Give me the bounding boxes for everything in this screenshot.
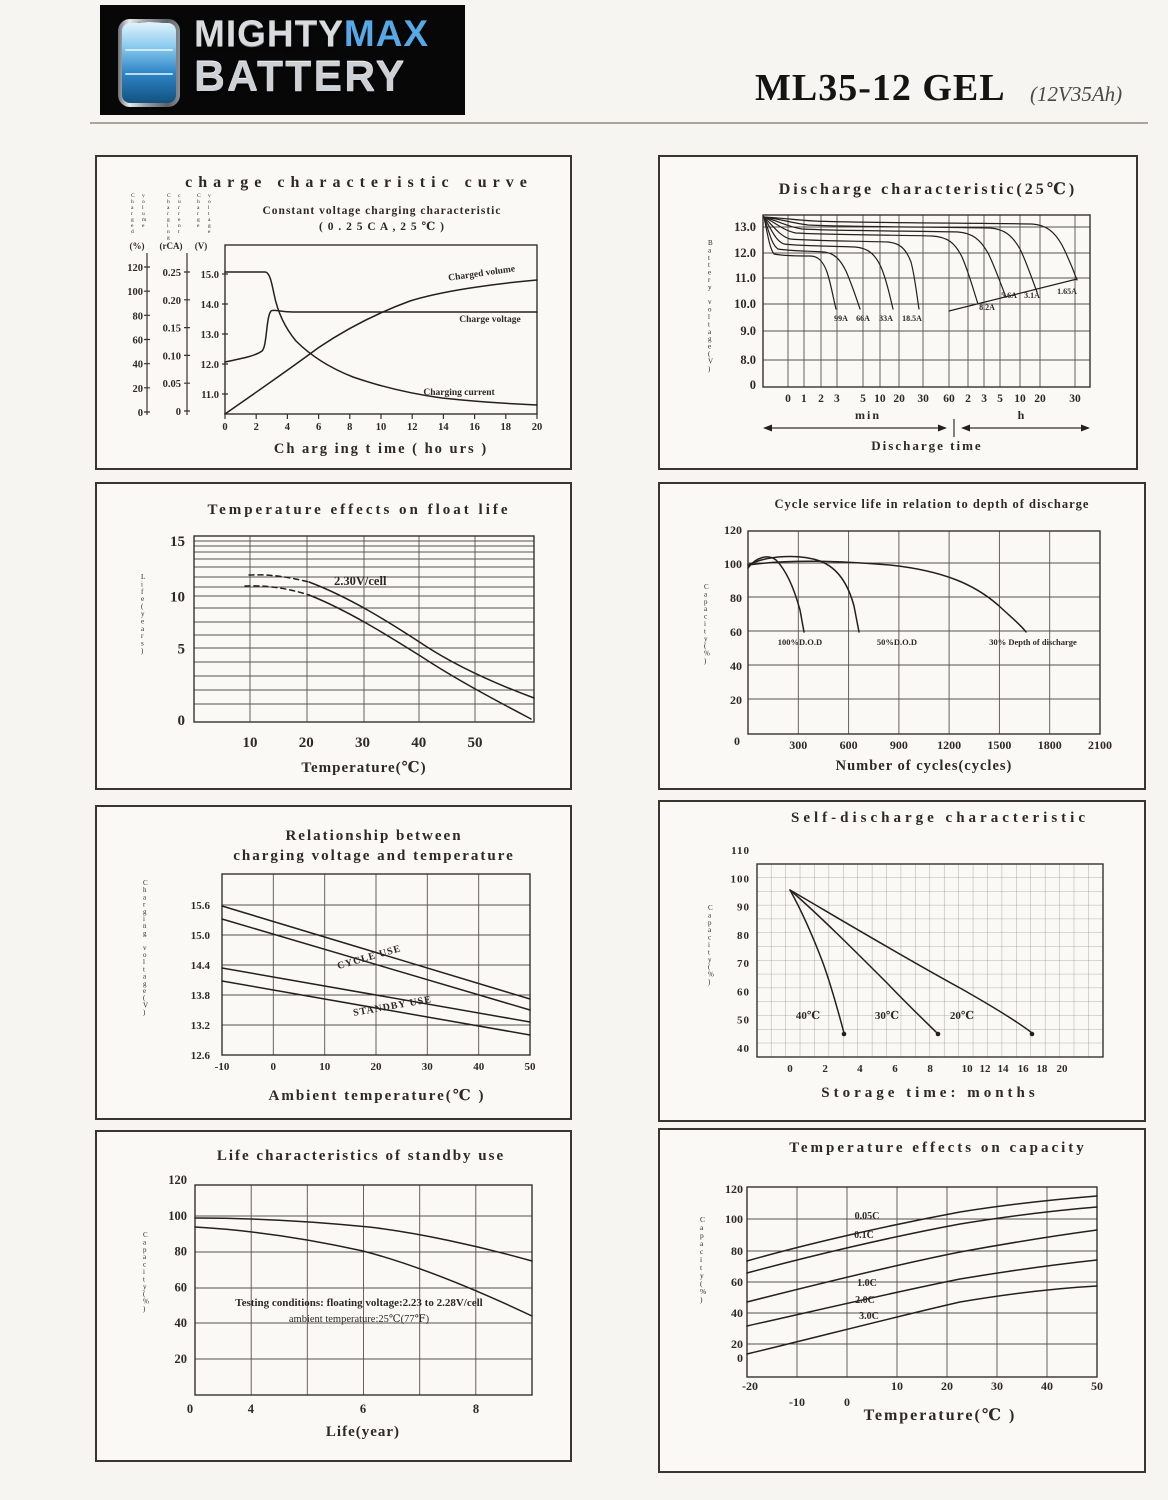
tick-label: 30 [991, 1379, 1003, 1393]
curve-upper-dashed [249, 575, 309, 582]
curve-label: 0.05C [854, 1211, 880, 1222]
tick-label: 10 [319, 1061, 331, 1073]
x-ticks-low [789, 1395, 850, 1409]
tick-label: 20 [174, 1352, 187, 1366]
curve-label: 1.65A [1057, 287, 1077, 296]
curve-label: 30% Depth of discharge [989, 637, 1077, 647]
curve-label: 3.1A [1024, 291, 1040, 300]
curve-charging-current [225, 272, 537, 405]
h-unit-label: h [1017, 408, 1027, 422]
tick-label: 120 [725, 1182, 743, 1196]
curve-label: 50%D.O.D [876, 637, 918, 647]
x-ticks-min [785, 393, 955, 405]
tick-label: 30 [421, 1061, 433, 1073]
tick-label: 70 [737, 958, 750, 971]
v-grid-lines [251, 1185, 476, 1395]
curve-label: 30℃ [874, 1010, 900, 1022]
y1-axis-title: v o l u m e [142, 193, 147, 229]
curve-lower [309, 595, 531, 719]
tick-label: 120 [168, 1173, 187, 1187]
curve-8.2A [764, 217, 978, 304]
tick-label: 1 [801, 393, 807, 405]
tick-label: 10 [242, 735, 258, 751]
tick-label: 18 [500, 422, 512, 433]
tick-label: 80 [730, 591, 742, 605]
tick-label: 13.0 [200, 330, 219, 341]
tick-label: 900 [889, 738, 908, 752]
y-axis-title: C a p a c i t y ( % ) [143, 1231, 149, 1313]
curve-label: 20℃ [949, 1010, 975, 1022]
x-ticks [789, 738, 1112, 752]
curve-label: 8.2A [979, 303, 995, 312]
x-axis-title: Ch arg ing t ime ( ho urs ) [273, 441, 489, 457]
standby-life-chart [97, 1132, 570, 1460]
tick-label: 1800 [1037, 738, 1062, 752]
tick-label: 15.0 [200, 270, 219, 281]
tick-label: 60 [730, 625, 742, 639]
curve-0.1C [747, 1207, 1097, 1273]
x-axis-title: Number of cycles(cycles) [835, 758, 1013, 774]
tick-label: 6 [359, 1402, 367, 1416]
panel-float-life [95, 482, 572, 790]
tick-label: 5 [997, 393, 1003, 405]
x-ticks [222, 422, 542, 433]
panel-discharge-characteristic [658, 155, 1138, 470]
tick-label: 40 [737, 1043, 750, 1055]
chart-title: Self-discharge characteristic [790, 810, 1090, 826]
curve-label: 18.5A [902, 314, 922, 323]
x-ticks [243, 735, 483, 751]
tick-label: 20 [1034, 393, 1046, 405]
y-ticks [731, 845, 751, 1055]
brand-max: MAX [343, 13, 430, 54]
y2-unit: (rCA) [159, 241, 183, 251]
tick-label: 2 [822, 1063, 828, 1075]
tick-label: 50 [524, 1061, 536, 1073]
tick-label: 0.05 [162, 379, 181, 391]
tick-label: 20 [370, 1061, 382, 1073]
x-ticks [187, 1402, 479, 1416]
tick-label: 100 [127, 287, 143, 299]
chart-title: Temperature effects on float life [207, 502, 511, 518]
curve-5.6A [764, 217, 1006, 297]
product-model-title: ML35-12 GEL [755, 67, 1006, 109]
tick-label: 0 [186, 1402, 194, 1416]
battery-segment-line [125, 49, 174, 51]
tick-label: 50 [467, 735, 483, 751]
y1-axis-title: C h a r g e d [131, 193, 135, 235]
tick-label: 0 [137, 408, 143, 419]
v-grid-lines [250, 536, 475, 722]
tick-label: 0.10 [162, 351, 181, 363]
tick-label: 1200 [937, 738, 962, 752]
tick-label: 40 [1041, 1379, 1053, 1393]
tick-label: 0 [749, 378, 756, 392]
fine-grid [757, 864, 1103, 1057]
x-ticks [787, 1063, 1068, 1075]
tick-label: 60 [132, 335, 143, 347]
h-grid-lines [763, 227, 1090, 360]
curve-end-dot [842, 1032, 847, 1037]
tick-label: 40 [174, 1316, 187, 1331]
tick-label: 8 [347, 422, 353, 433]
tick-label: 20 [941, 1379, 953, 1393]
tick-label: 3 [981, 393, 987, 405]
x-axis-title: Ambient temperature(℃ ) [268, 1088, 486, 1104]
tick-label: 15.6 [190, 900, 210, 912]
tick-label: 10 [961, 1063, 973, 1075]
tick-label: -10 [214, 1061, 230, 1073]
tick-label: 30 [917, 393, 929, 405]
tick-label: 0 [177, 713, 185, 729]
tick-label: 1500 [987, 738, 1012, 752]
tick-label: 40 [411, 735, 427, 751]
tick-label: 60 [943, 393, 955, 405]
tick-label: 2 [965, 393, 971, 405]
tick-label: 0 [222, 422, 228, 433]
discharge-time-arrow-lines [765, 419, 1088, 437]
battery-segment-line [125, 73, 174, 75]
tick-label: 40 [132, 359, 143, 371]
y3-axis-title: C h a r g e [197, 193, 201, 229]
tick-label: 14 [438, 422, 449, 433]
tick-label: 50 [1091, 1379, 1103, 1393]
x-axis-title: Temperature(℃ ) [863, 1407, 1017, 1424]
curve-label: 99A [834, 314, 848, 323]
curve-50pct-dod [748, 556, 859, 632]
tick-label: 20 [731, 1337, 743, 1351]
tick-label: 0.20 [162, 295, 181, 307]
curve-100pct-dod [748, 557, 804, 632]
chart-title: Cycle service life in relation to depth of discharge [774, 497, 1090, 511]
chart-title: charge characteristic curve [185, 174, 533, 191]
brand-battery: BATTERY [194, 52, 407, 101]
battery-icon [118, 19, 180, 107]
float-life-chart [97, 484, 570, 788]
curve-label: 5.6A [1001, 291, 1017, 300]
tick-label: 6 [892, 1063, 898, 1075]
tick-label: 100 [168, 1208, 187, 1223]
tick-label: 4 [247, 1402, 255, 1416]
tick-label: 14 [997, 1063, 1009, 1075]
tick-label: 10 [891, 1379, 903, 1393]
curve-label: 33A [879, 314, 893, 323]
brand-mighty: MIGHTY [194, 13, 344, 54]
x-ticks-main [742, 1379, 1103, 1393]
curve-label: 1.0C [857, 1278, 877, 1289]
y-axis-title: C h a r g i n g v o l t a g e ( V ) [143, 879, 149, 1017]
plot-frame [763, 215, 1090, 387]
tick-label: 11.0 [201, 390, 219, 401]
cycle-service-life-chart [660, 484, 1144, 788]
chart-title: Life characteristics of standby use [216, 1148, 506, 1164]
tick-label: 10 [375, 422, 387, 433]
tick-label: 30 [1069, 393, 1081, 405]
tick-label: 40 [730, 659, 742, 673]
tick-label: 6 [315, 422, 322, 433]
curve-label-charged-volume: Charged volume [447, 264, 516, 284]
tick-label: 60 [731, 1274, 743, 1289]
tick-label: 20 [893, 393, 905, 405]
tick-label: 60 [737, 986, 750, 999]
y3-unit: (V) [194, 241, 208, 251]
curve-1.65A [764, 217, 1077, 280]
charge-characteristic-chart [97, 157, 570, 468]
tick-label: 10 [874, 393, 886, 405]
y-axis-title: B a t t e r y v o l t a g e ( V ) [708, 239, 714, 373]
brand-wordmark [194, 15, 429, 100]
y-ticks [168, 1173, 187, 1366]
tick-label: 0.25 [162, 268, 181, 279]
tick-label: 8.0 [740, 353, 756, 367]
x-ticks [215, 1061, 536, 1073]
x-axis-title: Discharge time [871, 438, 983, 453]
ambient-temperature-note: ambient temperature:25℃(77℉) [288, 1314, 430, 1325]
chart-subtitle: Constant voltage charging characteristic [262, 205, 502, 217]
tick-label: 100 [724, 557, 742, 571]
battery-body-icon [122, 23, 176, 103]
tick-label: 40 [473, 1061, 485, 1073]
curve-label-charging-current: Charging current [423, 388, 495, 398]
curve-label: 3.0C [859, 1311, 879, 1322]
tick-label: -20 [742, 1379, 758, 1393]
tick-label: 14.0 [200, 300, 219, 311]
tick-label: 80 [174, 1244, 187, 1259]
tick-label: 8 [927, 1063, 933, 1075]
curve-label: 66A [856, 314, 870, 323]
tick-label: 14.4 [190, 960, 210, 972]
x-axis-title: Storage time: months [821, 1085, 1039, 1101]
product-capacity: (12V35Ah) [1030, 82, 1123, 106]
tick-label: 13.0 [734, 220, 756, 234]
tick-label: 10 [1014, 393, 1026, 405]
tick-label: 10 [170, 589, 185, 606]
annotation-cell-voltage: 2.30V/cell [334, 574, 387, 588]
tick-label: 20 [1056, 1063, 1068, 1075]
h-grid-lines [748, 563, 1100, 699]
header-divider [90, 122, 1148, 124]
tick-label: 90 [737, 901, 750, 914]
tick-label: 300 [789, 738, 808, 752]
temperature-capacity-chart [660, 1130, 1144, 1471]
tick-label: 0 [175, 407, 181, 418]
tick-label: 600 [839, 738, 858, 752]
x-tick-marks [225, 414, 537, 419]
tick-label: 13.2 [190, 1020, 210, 1032]
y3-ticks [201, 270, 219, 401]
tick-label: 80 [737, 929, 750, 942]
curve-label: 0.1C [854, 1230, 874, 1241]
y-axis-title: C a p a c i t y ( % ) [704, 583, 710, 665]
origin-tick: 0 [734, 734, 740, 748]
tick-label: 12 [979, 1063, 991, 1075]
y-ticks [724, 523, 742, 707]
tick-label: 120 [724, 523, 742, 537]
y-ticks [170, 534, 185, 729]
tick-label: 0.15 [162, 323, 181, 335]
tick-label: 4 [284, 422, 291, 433]
tick-label: 5 [860, 393, 866, 405]
tick-label: 3 [834, 393, 840, 405]
tick-label: 12.0 [200, 360, 219, 371]
x-axis-title: Life(year) [325, 1424, 401, 1440]
tick-label: 11.0 [734, 271, 756, 285]
curve-label-cycle-use: CYCLE USE [336, 943, 403, 972]
y-ticks [191, 900, 211, 1062]
tick-label: 0 [787, 1063, 793, 1075]
tick-label: 2 [818, 393, 824, 405]
chart-title: Discharge characteristic(25℃) [778, 181, 1078, 198]
panel-temperature-capacity [658, 1128, 1146, 1473]
y1-ticks [127, 263, 143, 419]
tick-label: 20 [730, 693, 742, 707]
tick-label: 2100 [1088, 738, 1112, 752]
tick-label: 80 [731, 1244, 743, 1258]
tick-label: 0 [270, 1061, 277, 1073]
y3-axis-title: v o l t a g e [208, 193, 211, 235]
y-ticks [725, 1182, 743, 1365]
tick-label: 0 [737, 1351, 743, 1365]
tick-label: 20 [298, 735, 314, 751]
tick-label: 13.8 [190, 990, 210, 1002]
tick-label: 2 [253, 422, 259, 433]
y2-axis-title: C h a r g i n g [167, 193, 171, 241]
x-ticks-h [965, 393, 1081, 405]
discharge-characteristic-chart [660, 157, 1136, 468]
chart-title-line1: Relationship between [285, 828, 463, 844]
tick-label: 0 [785, 393, 791, 405]
tick-label: 12.0 [734, 246, 756, 261]
tick-label: 18 [1036, 1063, 1048, 1075]
tick-label: 4 [857, 1063, 863, 1075]
tick-label: 100 [730, 873, 750, 886]
curve-label-charge-voltage: Charge voltage [459, 315, 521, 325]
y-axis-title: L i f e ( y e a r s ) [141, 573, 146, 655]
panel-self-discharge [658, 800, 1146, 1122]
brand-logo [100, 5, 465, 115]
tick-label: 110 [731, 845, 750, 857]
tick-label: 8 [472, 1402, 480, 1416]
tick-label: 16 [1017, 1063, 1029, 1075]
y2-ticks [163, 268, 181, 418]
tick-label: 20 [132, 383, 143, 395]
chart-title: Temperature effects on capacity [789, 1140, 1087, 1156]
y1-unit: (%) [129, 241, 145, 251]
tick-label: 5 [177, 641, 185, 658]
charging-voltage-temperature-chart [97, 807, 570, 1118]
min-unit-label: min [854, 408, 882, 422]
tick-label: 120 [127, 263, 143, 274]
chart-subtitle2: ( 0 . 2 5 C A , 2 5 ℃ ) [319, 221, 445, 233]
tick-label: 20 [531, 422, 543, 433]
curve-upper [309, 582, 534, 698]
y2-axis-title: c u r r e n t [178, 193, 181, 235]
chart-title-line2: charging voltage and temperature [233, 848, 515, 864]
tick-label: 50 [737, 1014, 750, 1027]
tick-label: 12 [406, 422, 418, 433]
curve-end-dot [1030, 1032, 1035, 1037]
curve-end-dot [936, 1032, 941, 1037]
tick-label: 15.0 [190, 930, 210, 942]
curve-3.1A [764, 217, 1037, 292]
tick-label: 100 [725, 1212, 743, 1227]
panel-cycle-service-life [658, 482, 1146, 790]
curve-label-standby-use: STANDBY USE [352, 994, 433, 1019]
tick-label: 15 [170, 534, 185, 550]
tick-label: 12.6 [190, 1050, 210, 1062]
curve-label: 2.0C [855, 1295, 875, 1306]
tick-label: 40 [731, 1306, 743, 1320]
self-discharge-chart [660, 802, 1144, 1120]
y-ticks [734, 220, 756, 392]
panel-charging-voltage-temperature [95, 805, 572, 1120]
tick-label: -10 [789, 1395, 805, 1409]
testing-conditions-note: Testing conditions: floating voltage:2.23 to 2.28V/cell [235, 1297, 483, 1309]
tick-label: 30 [355, 735, 370, 751]
x-axis-title: Temperature(℃) [301, 760, 427, 776]
panel-standby-life [95, 1130, 572, 1462]
curve-99A [764, 217, 836, 309]
y-axis-title: C a p a c i t y ( % ) [700, 1215, 707, 1304]
curve-label: 40℃ [795, 1010, 821, 1022]
y-axis-title: C a p a c i t y ( % ) [708, 904, 714, 986]
tick-label: 9.0 [740, 324, 756, 338]
tick-label: 10.0 [734, 296, 756, 311]
tick-label: 0 [844, 1395, 850, 1409]
tick-label: 16 [469, 422, 480, 433]
curve-label: 100%D.O.D [777, 637, 823, 647]
tick-label: 80 [132, 311, 143, 323]
panel-charge-characteristic [95, 155, 572, 470]
tick-label: 60 [174, 1280, 187, 1295]
curve-2.0C [747, 1260, 1097, 1326]
